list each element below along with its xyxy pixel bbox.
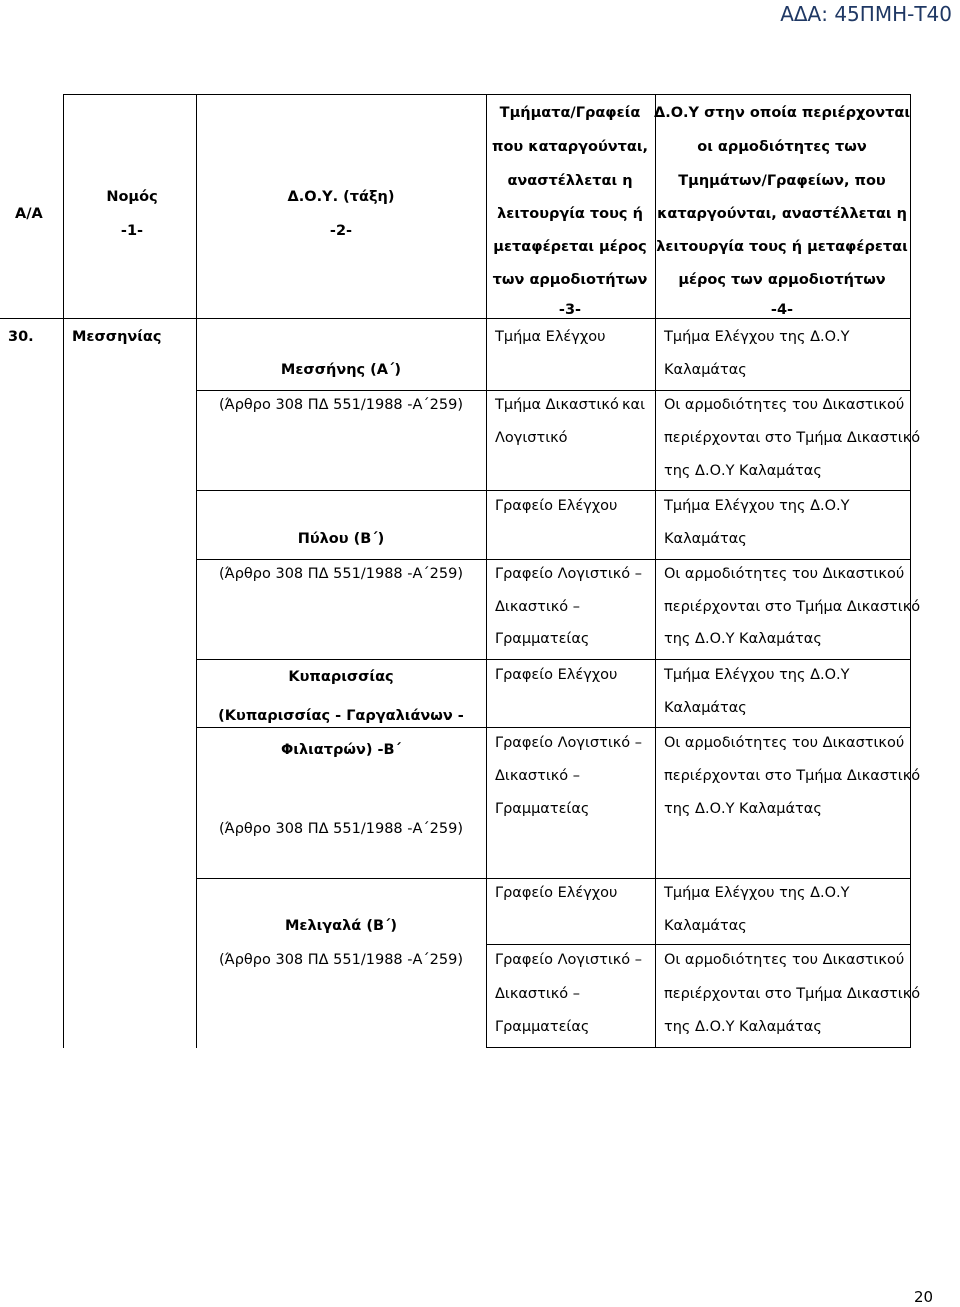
target-text: Τμήμα Ελέγχου της Δ.Ο.Υ [664, 498, 850, 514]
header-col3-num: -3- [558, 302, 582, 318]
target-text: Καλαμάτας [664, 362, 747, 378]
header-col4-line: Τμημάτων/Γραφείων, που [678, 173, 886, 189]
row-nomos: Μεσσηνίας [72, 329, 162, 345]
target-text: Οι αρμοδιότητες του Δικαστικού [664, 952, 905, 968]
doy-name: (Κυπαρισσίας - Γαργαλιάνων - [218, 708, 464, 724]
target-text: της Δ.Ο.Υ Καλαμάτας [664, 463, 822, 479]
header-col3-line: που καταργούνται, [491, 139, 649, 155]
header-col4-num: -4- [770, 302, 794, 318]
header-aa: Α/Α [15, 206, 43, 222]
doy-law: (Άρθρο 308 ΠΔ 551/1988 -Α΄259) [219, 397, 463, 413]
target-text: της Δ.Ο.Υ Καλαμάτας [664, 801, 822, 817]
dept-text: Δικαστικό – [495, 986, 581, 1002]
target-text: περιέρχονται στο Τμήμα Δικαστικό [664, 986, 921, 1002]
doy-name: Φιλιατρών) -Β΄ [280, 742, 402, 758]
doy-name: Μελιγαλά (Β΄) [284, 918, 398, 934]
target-text: Οι αρμοδιότητες του Δικαστικού [664, 566, 905, 582]
target-text: Τμήμα Ελέγχου της Δ.Ο.Υ [664, 667, 850, 683]
page-number: 20 [914, 1288, 934, 1306]
doy-name: Μεσσήνης (Α΄) [280, 362, 402, 378]
target-text: της Δ.Ο.Υ Καλαμάτας [664, 1019, 822, 1035]
dept-text: Γραφείο Λογιστικό – [495, 735, 643, 751]
dept-text: Γραφείο Λογιστικό – [495, 952, 643, 968]
target-text: Οι αρμοδιότητες του Δικαστικού [664, 735, 905, 751]
dept-text: Λογιστικό [495, 430, 568, 446]
dept-text: Γραφείο Ελέγχου [495, 885, 618, 901]
header-col4-line: λειτουργία τους ή μεταφέρεται [656, 239, 908, 255]
target-text: περιέρχονται στο Τμήμα Δικαστικό [664, 768, 921, 784]
target-text: της Δ.Ο.Υ Καλαμάτας [664, 631, 822, 647]
header-col3-line: Τμήματα/Γραφεία [499, 105, 641, 121]
header-nomos-num: -1- [120, 223, 144, 239]
dept-text: Γραμματείας [495, 801, 590, 817]
target-text: Οι αρμοδιότητες του Δικαστικού [664, 397, 905, 413]
doy-law: (Άρθρο 308 ΠΔ 551/1988 -Α΄259) [219, 821, 463, 837]
doy-name: Πύλου (Β΄) [297, 531, 385, 547]
target-text: Τμήμα Ελέγχου της Δ.Ο.Υ [664, 885, 850, 901]
dept-text: Τμήμα Ελέγχου [495, 329, 606, 345]
target-text: Καλαμάτας [664, 700, 747, 716]
dept-text: Γραμματείας [495, 1019, 590, 1035]
dept-text: Γραμματείας [495, 631, 590, 647]
dept-text: Γραφείο Ελέγχου [495, 667, 618, 683]
header-doy: Δ.Ο.Υ. (τάξη) [287, 189, 395, 205]
dept-text: Δικαστικό – [495, 599, 581, 615]
header-col4-line: οι αρμοδιότητες των [697, 139, 867, 155]
dept-text: Δικαστικό – [495, 768, 581, 784]
target-text: περιέρχονται στο Τμήμα Δικαστικό [664, 599, 921, 615]
target-text: Καλαμάτας [664, 531, 747, 547]
doy-law: (Άρθρο 308 ΠΔ 551/1988 -Α΄259) [219, 566, 463, 582]
doy-law: (Άρθρο 308 ΠΔ 551/1988 -Α΄259) [219, 952, 463, 968]
header-nomos: Νομός [106, 189, 158, 205]
document-code: ΑΔΑ: 45ΠΜΗ-Τ40 [780, 2, 952, 26]
dept-text: και [622, 397, 646, 413]
header-col4-line: Δ.Ο.Υ στην οποία περιέρχονται [653, 105, 911, 121]
header-col3-line: των αρμοδιοτήτων [492, 272, 648, 288]
dept-text: Γραφείο Ελέγχου [495, 498, 618, 514]
header-doy-num: -2- [329, 223, 353, 239]
header-col3-line: μεταφέρεται μέρος [493, 239, 647, 255]
row-number: 30. [8, 329, 34, 345]
header-col3-line: λειτουργία τους ή [497, 206, 643, 222]
target-text: Καλαμάτας [664, 918, 747, 934]
dept-text: Τμήμα Δικαστικό [495, 397, 619, 413]
target-text: περιέρχονται στο Τμήμα Δικαστικό [664, 430, 921, 446]
dept-text: Γραφείο Λογιστικό – [495, 566, 643, 582]
header-col4-line: καταργούνται, αναστέλλεται η [657, 206, 907, 222]
header-col4-line: μέρος των αρμοδιοτήτων [678, 272, 886, 288]
target-text: Τμήμα Ελέγχου της Δ.Ο.Υ [664, 329, 850, 345]
header-col3-line: αναστέλλεται η [507, 173, 633, 189]
doy-name: Κυπαρισσίας [288, 669, 394, 685]
